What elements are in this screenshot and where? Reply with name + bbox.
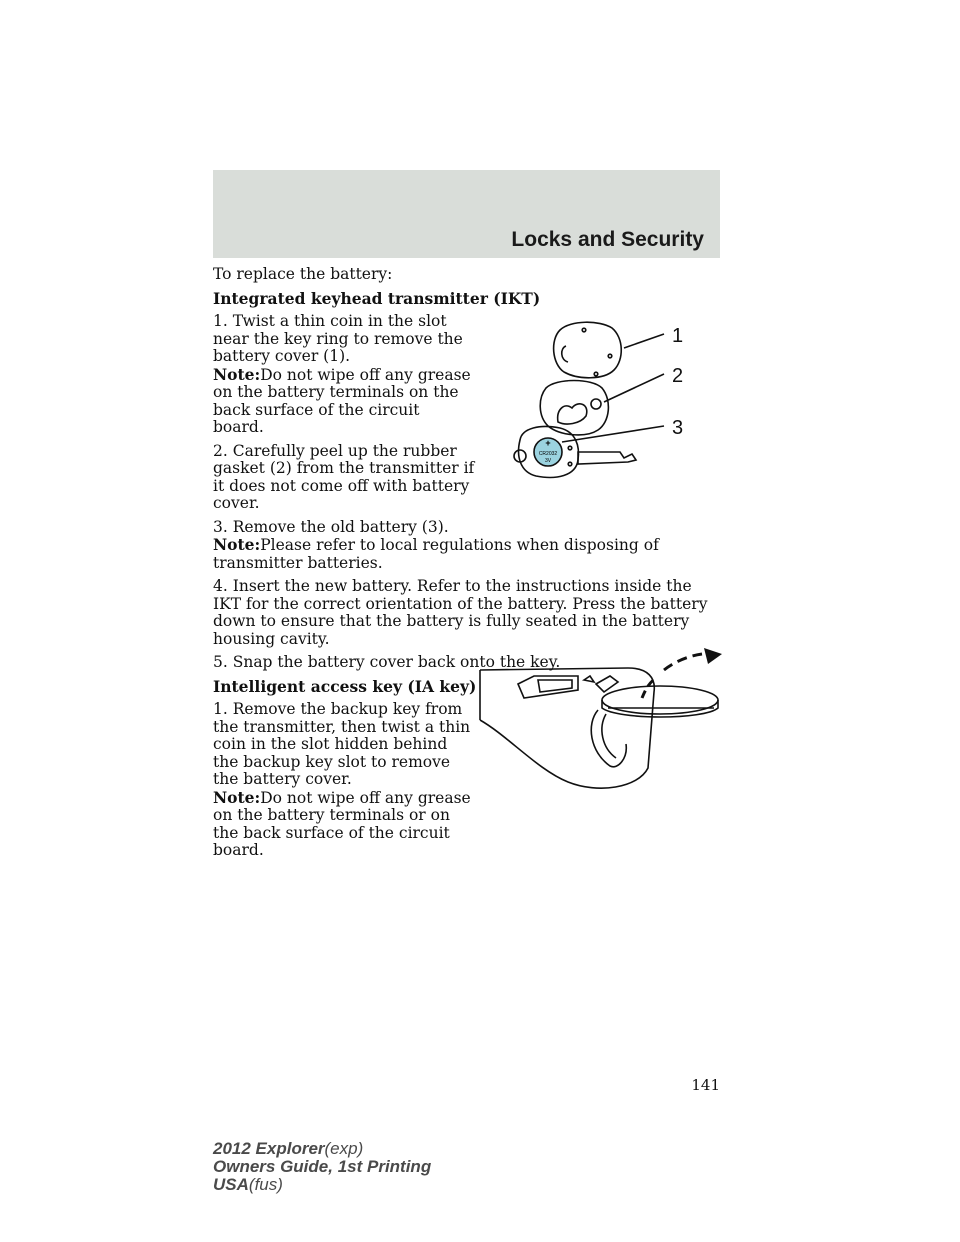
ia-step-1 <box>213 701 475 860</box>
section-header-band <box>213 170 720 258</box>
ia-step-1-text: 1. Remove the backup key from the transmitter, then twist a thin coin in the slot hidden behind the backup key slot to remove the battery cover. <box>213 700 471 788</box>
removal-arrow-icon <box>704 648 722 664</box>
note-label: Note: <box>213 787 261 807</box>
battery-polarity: + <box>545 438 551 448</box>
ikt-step-1 <box>213 313 475 437</box>
footer-line-1 <box>213 1140 431 1158</box>
ikt-exploded-diagram <box>500 312 710 492</box>
ia-heading: Intelligent access key (IA key) <box>213 676 477 696</box>
battery-voltage: 3V <box>544 458 552 464</box>
intro-text: To replace the battery: <box>213 265 393 283</box>
note-label: Note: <box>213 535 261 554</box>
battery-label: CR2032 <box>538 451 558 457</box>
ikt-step-2: 2. Carefully peel up the rubber gasket (2) from the transmitter if it does not come off with battery cover. <box>213 441 475 512</box>
section-title: Locks and Security <box>511 228 704 251</box>
ikt-note-1: Do not wipe off any grease on the battery terminals on the back surface of the circuit board. <box>213 365 471 436</box>
page-number: 141 <box>691 1076 720 1094</box>
footer-line-3 <box>213 1176 431 1194</box>
ikt-step-4: 4. Insert the new battery. Refer to the instructions inside the IKT for the correct orientation of the battery. Press the battery down to ensure that the battery is fully seated in the battery housing cavity. <box>213 577 708 648</box>
ia-key-battery-diagram <box>478 648 724 798</box>
callout-2: 2 <box>672 365 684 387</box>
footer-model: 2012 Explorer <box>213 1139 325 1158</box>
ikt-step-3 <box>213 519 720 573</box>
ikt-step-5: 5. Snap the battery cover back onto the key. <box>213 653 561 671</box>
callout-3: 3 <box>672 417 684 439</box>
footer-market-code: (fus) <box>248 1175 283 1194</box>
ikt-heading: Integrated keyhead transmitter (IKT) <box>213 288 541 308</box>
footer-market: USA <box>213 1175 249 1194</box>
callout-1: 1 <box>672 325 684 347</box>
footer <box>213 1140 431 1194</box>
battery-cover-shape <box>554 322 622 378</box>
ikt-step-1-text: 1. Twist a thin coin in the slot near the key ring to remove the battery cover (1). <box>213 312 463 365</box>
footer-model-code: (exp) <box>324 1139 364 1158</box>
ikt-note-2: Please refer to local regulations when disposing of transmitter batteries. <box>213 536 659 572</box>
footer-guide: Owners Guide, 1st Printing <box>213 1157 432 1176</box>
coin-battery-shape <box>602 686 718 714</box>
ikt-step-3-text: 3. Remove the old battery (3). <box>213 517 449 536</box>
ia-key-body-shape <box>480 668 654 788</box>
ia-note-1: Do not wipe off any grease on the battery terminals or on the back surface of the circuit board. <box>213 788 471 859</box>
note-label: Note: <box>213 364 261 384</box>
